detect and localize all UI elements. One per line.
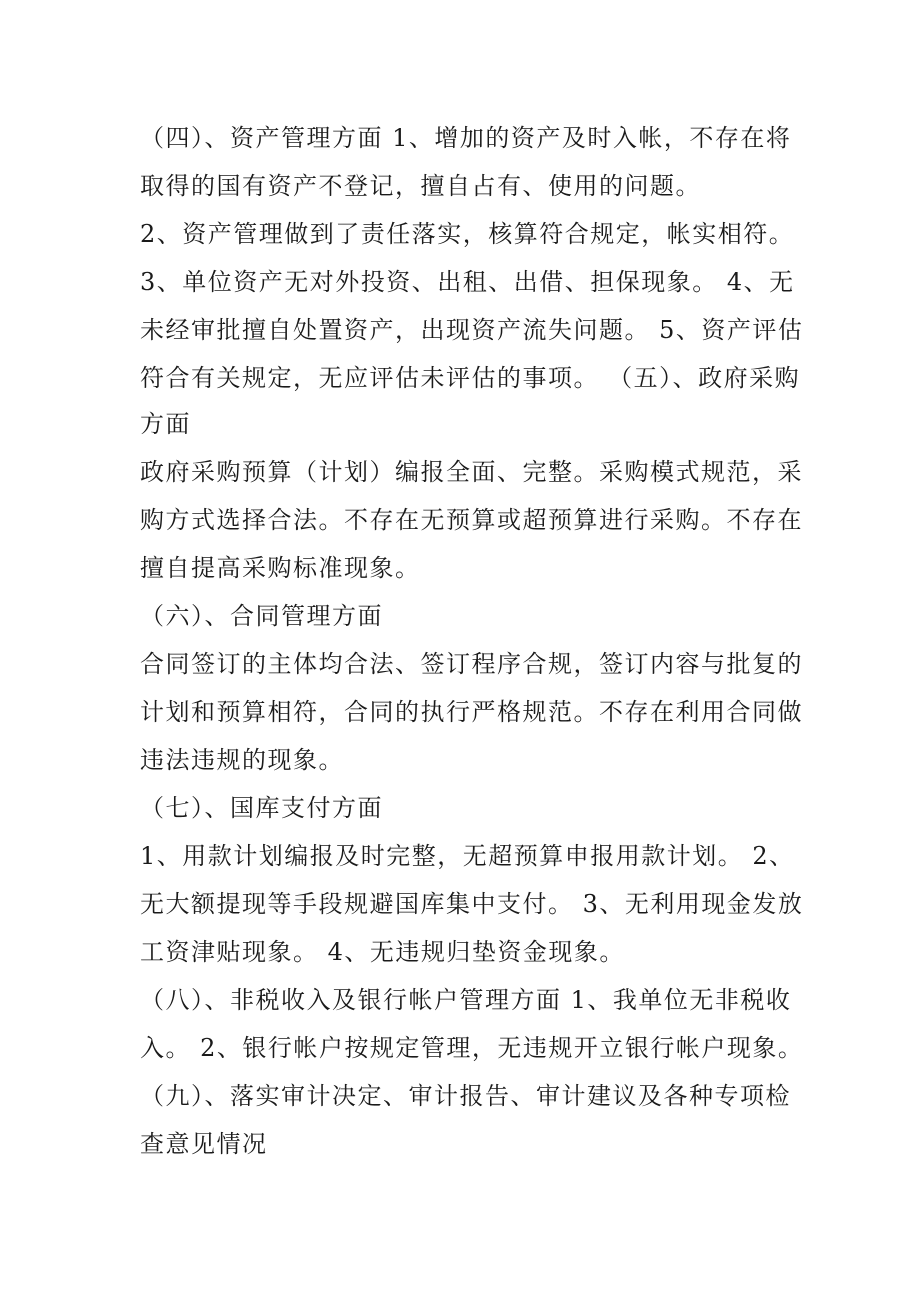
text-line: 工资津贴现象。 4、无违规归垫资金现象。: [140, 938, 625, 966]
text-line: （四）、资产管理方面 1、增加的资产及时入帐，不存在将: [140, 124, 792, 152]
text-line: 取得的国有资产不登记，擅自占有、使用的问题。: [140, 172, 701, 200]
section-heading: （六）、合同管理方面: [140, 602, 383, 630]
text-line: （八）、非税收入及银行帐户管理方面 1、我单位无非税收: [140, 986, 792, 1014]
text-line: 违法违规的现象。: [140, 746, 344, 774]
text-line: 擅自提高采购标准现象。: [140, 554, 421, 582]
text-line: 3、单位资产无对外投资、出租、出借、担保现象。 4、无: [140, 268, 795, 296]
text-line: 入。 2、银行帐户按规定管理，无违规开立银行帐户现象。: [140, 1034, 804, 1062]
text-line: 计划和预算相符，合同的执行严格规范。不存在利用合同做: [140, 698, 803, 726]
text-line: 合同签订的主体均合法、签订程序合规，签订内容与批复的: [140, 650, 803, 678]
text-line: 1、用款计划编报及时完整，无超预算申报用款计划。 2、: [140, 842, 795, 870]
text-line: 2、资产管理做到了责任落实，核算符合规定，帐实相符。: [140, 220, 795, 248]
text-line: 方面: [140, 410, 191, 438]
text-line: 未经审批擅自处置资产，出现资产流失问题。 5、资产评估: [140, 316, 804, 344]
text-line: 政府采购预算（计划）编报全面、完整。采购模式规范，采: [140, 458, 803, 486]
text-line: 购方式选择合法。不存在无预算或超预算进行采购。不存在: [140, 506, 803, 534]
section-heading: （七）、国库支付方面: [140, 794, 383, 822]
text-line: （九）、落实审计决定、审计报告、审计建议及各种专项检: [140, 1082, 791, 1110]
text-line: 无大额提现等手段规避国库集中支付。 3、无利用现金发放: [140, 890, 804, 918]
text-line: 查意见情况: [140, 1130, 268, 1158]
text-line: 符合有关规定，无应评估未评估的事项。 （五）、政府采购: [140, 364, 801, 392]
